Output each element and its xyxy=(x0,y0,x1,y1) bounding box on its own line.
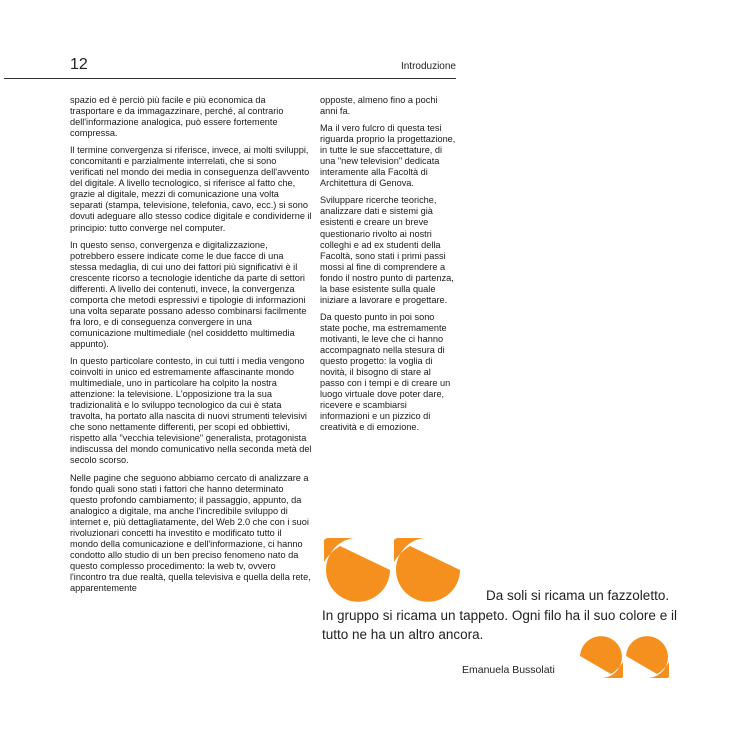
left-paragraph-5: Nelle pagine che seguono abbiamo cercato di analizzare a fondo quali sono stati i fattori che hanno determinato questo profondo cambiamento; il passaggio, appunto, da analogico a digitale, ma anche l'incredibile sviluppo di internet e, più dettagliatamente, del Web 2.0 che con i suoi rivoluzionari concetti ha investito e modificato tutto il mondo della comunicazione e dell'informazione, ci hanno condotto allo studio di un ben preciso fenomeno nato da questo complesso procedimento: la web tv, ovvero l'incontro tra due realtà, quella televisiva e quella della rete, apparentemente xyxy=(70,472,311,593)
right-paragraph-1: opposte, almeno fino a pochi anni fa. xyxy=(320,95,438,117)
left-paragraph-4: In questo particolare contesto, in cui tutti i media vengono coinvolti in unico ed estremamente affascinante mondo multimediale, uno in particolare ha colpito la nostra attenzione: la televisione. L'opposizione tra la sua tradizionalità e lo sviluppo tecnologico da cui è stata travolta, ha portato alla nascita di nuovi strumenti televisivi che sono nettamente differenti, per scopi ed obbiettivi, rispetto alla "vecchia televisione" generalista, protagonista indiscussa del mondo comunicativo nella seconda metà del secolo scorso. xyxy=(70,356,312,466)
quote-line-1: Da soli si ricama un fazzoletto. xyxy=(486,588,670,603)
left-paragraph-1: spazio ed è perciò più facile e più economica da trasportare e da immagazzinare, perché, al contrario dell'informazione analogica, può essere fortemente compressa. xyxy=(70,95,284,139)
right-paragraph-3: Sviluppare ricerche teoriche, analizzare dati e sistemi già esistenti e creare un breve questionario rivolto ai nostri colleghi e ad ex studenti della Facoltà, sono stati i primi passi mossi al fine di comprendere a fondo il nostro punto di partenza, la base esistente sulla quale iniziare a lavorare e progettare. xyxy=(320,195,454,305)
header-rule xyxy=(4,78,456,79)
left-paragraph-3: In questo senso, convergenza e digitalizzazione, potrebbero essere indicate come le due facce di una stessa medaglia, di cui uno dei fattori più significativi è il crescente ricorso a tecnologie identiche da parte di settori differenti. A livello dei contenuti, invece, la convergenza comporta che metodi espressivi e tipologie di informazioni una volta separate possano adesso combinarsi facilmente fra loro, e di conseguenza convergere in una comunicazione multimediale (nel cosiddetto multimedia appunto). xyxy=(70,239,307,349)
right-column xyxy=(320,95,456,439)
quote-author: Emanuela Bussolati xyxy=(462,664,555,676)
close-quote-icon xyxy=(578,634,672,682)
close-quote-drop-1 xyxy=(580,636,623,678)
left-column xyxy=(70,95,312,600)
right-paragraph-4: Da questo punto in poi sono state poche, ma estremamente motivanti, le leve che ci hanno accompagnato nella stesura di questo progetto: la voglia di novità, il bisogno di stare al passo con i tempi e di creare un luogo virtuale dove poter dare, ricevere e scambiarsi informazioni e un pizzico di creatività e di emozione. xyxy=(320,311,451,433)
quote-line-2: In gruppo si ricama un tappeto. Ogni filo ha il suo colore e il tutto ne ha un altro ancora. xyxy=(322,607,677,642)
page-number: 12 xyxy=(70,56,88,73)
section-title: Introduzione xyxy=(400,61,456,72)
right-paragraph-2: Ma il vero fulcro di questa tesi riguarda proprio la progettazione, in tutte le sue sfaccettature, di una "new television" dedicata interamente alla Facoltà di Architettura di Genova. xyxy=(320,123,456,189)
left-paragraph-2: Il termine convergenza si riferisce, invece, ai molti sviluppi, concomitanti e parzialmente interrelati, che si sono verificati nel mondo dei media in conseguenza dell'avvento del digitale. A livello tecnologico, si riferisce al fatto che, grazie al digitale, mezzi di comunicazione una volta separati (stampa, televisione, telefonia, cavo, ecc.) si sono dovuti adeguare allo stesso codice digitale e condividerne il principio: tutto converge nel computer. xyxy=(70,145,312,233)
close-quote-drop-2 xyxy=(626,636,669,678)
